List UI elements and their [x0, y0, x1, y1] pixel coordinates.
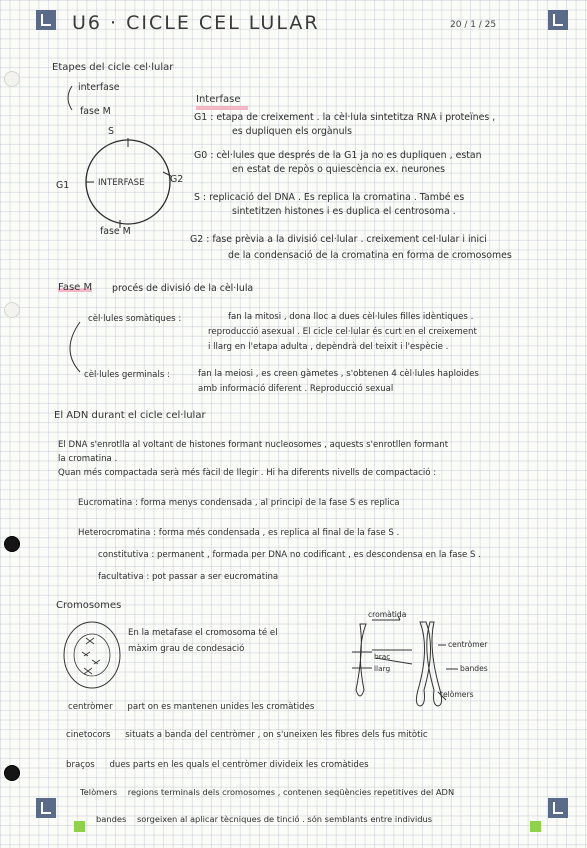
adn-intro-line: Quan més compactada serà més fàcil de llegir . Hi ha diferents nivells de compactació :	[58, 468, 437, 478]
page-title: U6 · CICLE CEL LULAR	[72, 12, 320, 34]
label-telomers: telòmers	[440, 690, 474, 699]
somatiques-line: reproducció asexual . El cicle cel·lular és curt en el creixement	[208, 327, 477, 337]
adn-intro-line: El DNA s'enrotlla al voltant de histones formant nucleosomes , aquests s'enrotllen formant	[58, 440, 449, 450]
label-centromer: centròmer	[448, 640, 488, 649]
definition-row	[66, 730, 428, 740]
metafase-line: màxim grau de condesació	[128, 644, 245, 654]
somatiques-line: i llarg en l'etapa adulta , depèndrà del teixit i l'espècie .	[208, 342, 449, 352]
etapes-heading: Etapes del cicle cel·lular	[52, 62, 174, 73]
fase-m-heading: Fase M	[58, 282, 93, 293]
cromosomes-heading: Cromosomes	[56, 600, 122, 611]
definition-text: dues parts en les quals el centròmer divideix les cromàtides	[109, 760, 369, 770]
diagram-g2: G2	[170, 174, 184, 185]
page-date: 20 / 1 / 25	[450, 20, 497, 30]
label-bandes: bandes	[460, 664, 488, 673]
diagram-center: INTERFASE	[98, 178, 145, 188]
eucromatina: Eucromatina : forma menys condensada , al principi de la fase S es replica	[78, 498, 400, 508]
etapes-interfase: interfase	[78, 82, 120, 93]
metafase-line: En la metafase el cromosoma té el	[128, 628, 278, 638]
adn-intro-line: la cromatina .	[58, 454, 118, 464]
definition-text: regions terminals dels cromosomes , contenen seqüències repetitives del ADN	[127, 787, 455, 797]
interfase-item-line: G2 : fase prèvia a la divisió cel·lular . creixement cel·lular i inici	[190, 234, 487, 245]
definition-row	[68, 702, 314, 712]
fase-m-desc: procés de divisió de la cèl·lula	[112, 283, 254, 294]
heterocromatina: Heterocromatina : forma més condensada , es replica al final de la fase S .	[78, 528, 400, 538]
interfase-item-line: es dupliquen els orgànuls	[232, 126, 352, 137]
definition-text: situats a banda del centròmer , on s'uneixen les fibres dels fus mitòtic	[125, 730, 428, 740]
interfase-item-line: G1 : etapa de creixement . la cèl·lula sintetitza RNA i proteïnes ,	[194, 112, 496, 123]
constitutiva: constitutiva : permanent , formada per DNA no codificant , es descondensa en la fase S .	[98, 550, 481, 560]
germinals-label: cèl·lules germinals :	[84, 370, 170, 380]
interfase-item-line: en estat de repòs o quiescència ex. neurones	[232, 164, 446, 175]
definition-term: braços	[66, 760, 95, 770]
adn-heading: El ADN durant el cicle cel·lular	[54, 410, 206, 421]
definition-term: centròmer	[68, 702, 113, 712]
definition-text: part on es mantenen unides les cromàtides	[127, 702, 315, 712]
interfase-item	[194, 112, 495, 123]
diagram-s: S	[108, 126, 114, 137]
interfase-item-line: sintetitzen histones i es duplica el centrosoma .	[232, 206, 456, 217]
definition-row	[80, 787, 454, 797]
label-llarg: llarg	[374, 664, 391, 673]
label-cromatida: cromàtida	[368, 610, 407, 619]
definition-term: bandes	[96, 814, 127, 824]
diagram-bottom: fase M	[100, 226, 131, 237]
definition-term: Telòmers	[80, 787, 118, 797]
definition-term: cinetocors	[66, 730, 111, 740]
interfase-item-line: de la condensació de la cromatina en forma de cromosomes	[228, 250, 512, 261]
definition-row	[66, 760, 369, 770]
germinals-line: fan la meiosi , es creen gàmetes , s'obtenen 4 cèl·lules haploides	[198, 369, 479, 379]
facultativa: facultativa : pot passar a ser eucromatina	[98, 572, 279, 582]
somatiques-line: fan la mitosi , dona lloc a dues cèl·lules filles idèntiques .	[228, 312, 474, 322]
somatiques-label: cèl·lules somàtiques :	[88, 314, 182, 324]
etapes-fase-m: fase M	[80, 106, 111, 117]
definition-text: sorgeixen al aplicar tècniques de tinció . són semblants entre individus	[136, 814, 433, 824]
interfase-item-line: S : replicació del DNA . Es replica la cromatina . També es	[194, 192, 465, 203]
germinals-line: amb informació diferent . Reproducció sexual	[198, 384, 394, 394]
diagram-g1: G1	[56, 180, 70, 191]
definition-row	[96, 814, 432, 824]
label-brac: braç	[374, 652, 391, 661]
interfase-heading: Interfase	[196, 94, 241, 105]
interfase-item-line: G0 : cèl·lules que després de la G1 ja no es dupliquen , estan	[194, 150, 482, 161]
